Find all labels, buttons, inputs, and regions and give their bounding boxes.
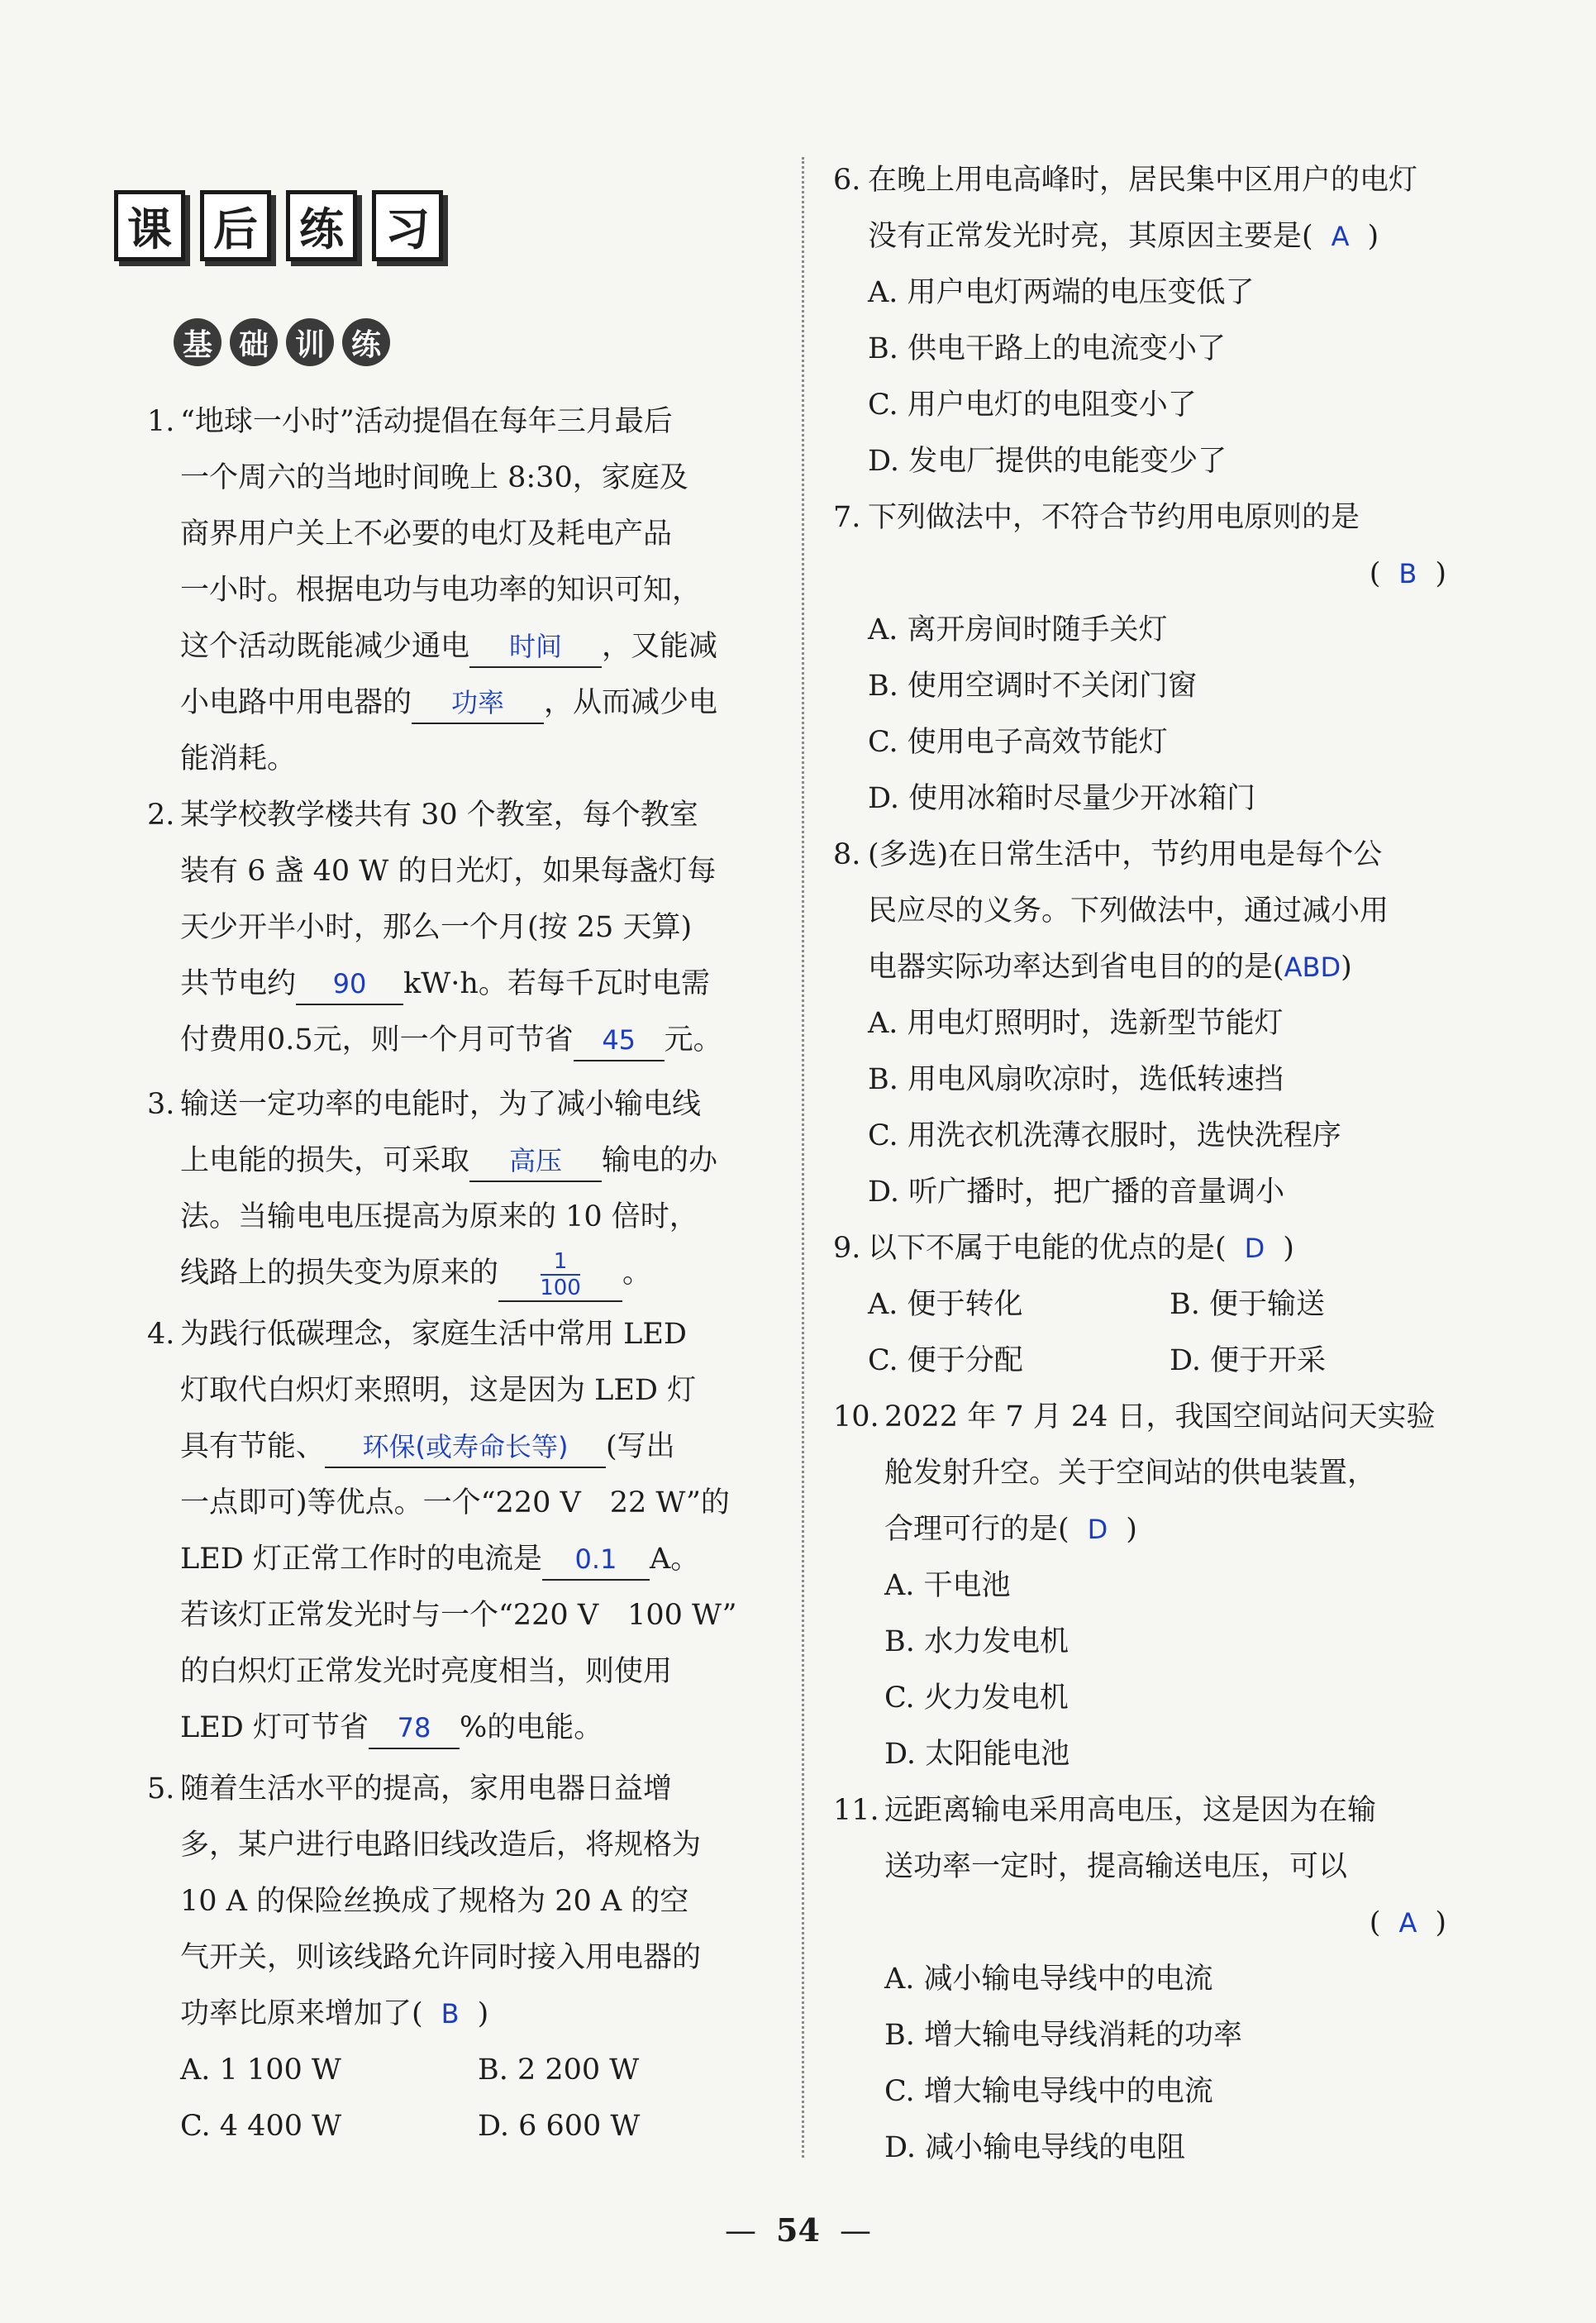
question-10 — [833, 1389, 1471, 1782]
answer-blank: 功率 — [412, 683, 544, 724]
question-line: 气开关，则该线路允许同时接入用电器的 — [180, 1941, 702, 1974]
choice-answer: ABD — [1284, 952, 1341, 983]
question-1 — [147, 394, 775, 787]
question-line: 10 A 的保险丝换成了规格为 20 A 的空 — [180, 1885, 689, 1918]
choice-answer: D — [1244, 1233, 1265, 1264]
options-row — [868, 1276, 1471, 1333]
question-line: 一个周六的当地时间晚上 8:30，家庭及 — [180, 461, 688, 494]
option-a: A. 便于转化 — [868, 1288, 1023, 1321]
option-c: C. 火力发电机 — [884, 1681, 1069, 1715]
option-c: C. 用户电灯的电阻变小了 — [868, 389, 1197, 422]
question-line — [180, 1419, 775, 1475]
answer-line — [868, 546, 1446, 602]
title-char: 练 — [286, 190, 357, 261]
answer-line — [884, 1895, 1446, 1951]
question-line — [180, 675, 775, 731]
answer-blank: 90 — [296, 964, 403, 1005]
question-line: 的白炽灯正常发光时亮度相当，则使用 — [180, 1655, 673, 1688]
option-a: A. 用户电灯两端的电压变低了 — [868, 276, 1255, 309]
page-number-value: 54 — [776, 2211, 820, 2249]
section-char: 基 — [174, 318, 222, 366]
text-segment: LED 灯正常工作时的电流是 — [180, 1543, 542, 1576]
question-line: 灯取代白炽灯来照明，这是因为 LED 灯 — [180, 1374, 697, 1407]
option-c: C. 用洗衣机洗薄衣服时，选快洗程序 — [868, 1119, 1341, 1152]
text-segment: 上电能的损失，可采取 — [180, 1144, 470, 1177]
question-line — [180, 618, 775, 675]
option-b: B. 2 200 W — [478, 2053, 640, 2087]
question-line: 法。当输电电压提高为原来的 10 倍时， — [180, 1200, 698, 1233]
question-number: 1. — [147, 405, 175, 438]
question-line — [868, 939, 1471, 995]
question-number: 7. — [833, 501, 861, 534]
text-segment: 这个活动既能减少通电 — [180, 630, 470, 663]
question-line: 下列做法中，不符合节约用电原则的是 — [868, 501, 1360, 534]
question-line: 若该灯正常发光时与一个“220 V 100 W” — [180, 1599, 737, 1632]
question-line — [180, 1986, 775, 2042]
option-d: D. 6 600 W — [478, 2110, 641, 2143]
question-7 — [833, 489, 1446, 827]
question-number: 8. — [833, 838, 861, 871]
question-line — [180, 1531, 775, 1587]
question-number: 11. — [833, 1794, 879, 1827]
option-d: D. 使用冰箱时尽量少开冰箱门 — [868, 782, 1256, 815]
text-segment: ，又能减 — [602, 630, 718, 663]
text-segment: ) — [1435, 1906, 1446, 1939]
question-11 — [833, 1782, 1446, 2176]
choice-answer: A — [1331, 221, 1350, 252]
question-line — [868, 1220, 1471, 1276]
options-row — [180, 2042, 775, 2098]
question-number: 9. — [833, 1232, 861, 1265]
text-segment: 功率比原来增加了( — [180, 1997, 423, 2030]
question-line — [180, 1700, 775, 1756]
text-segment: 输电的办 — [602, 1144, 718, 1177]
text-segment: A。 — [649, 1543, 700, 1576]
question-5 — [147, 1761, 775, 2154]
option-b: B. 增大输电导线消耗的功率 — [884, 2019, 1242, 2052]
question-line — [868, 208, 1471, 265]
text-segment: (写出 — [606, 1430, 675, 1463]
question-line — [180, 1012, 775, 1068]
question-line: “地球一小时”活动提倡在每年三月最后 — [180, 405, 673, 438]
question-number: 3. — [147, 1088, 175, 1121]
text-segment: ) — [477, 1997, 489, 2030]
text-segment: 没有正常发光时亮，其原因主要是( — [868, 220, 1313, 253]
fraction — [540, 1249, 581, 1300]
choice-answer: B — [1398, 558, 1417, 589]
text-segment: ) — [1367, 220, 1379, 253]
dash-right: — — [839, 2212, 871, 2249]
text-segment: 小电路中用电器的 — [180, 686, 412, 719]
column-divider — [802, 157, 804, 2158]
option-c: C. 增大输电导线中的电流 — [884, 2075, 1213, 2108]
question-2 — [147, 787, 775, 1068]
question-line: 一小时。根据电功与电功率的知识可知， — [180, 574, 702, 607]
answer-blank: 78 — [369, 1708, 460, 1749]
question-line: 天少开半小时，那么一个月(按 25 天算) — [180, 911, 693, 944]
option-d: D. 太阳能电池 — [884, 1738, 1070, 1771]
text-segment: ( — [1369, 1906, 1381, 1939]
text-segment: 共节电约 — [180, 967, 297, 1000]
question-number: 4. — [147, 1318, 175, 1351]
question-line: 某学校教学楼共有 30 个教室，每个教室 — [180, 799, 698, 832]
question-8 — [833, 827, 1471, 1220]
text-segment: ) — [1126, 1513, 1137, 1546]
text-segment: 。 — [622, 1257, 652, 1290]
text-segment: ( — [1369, 557, 1381, 590]
question-line: 2022 年 7 月 24 日，我国空间站问天实验 — [884, 1400, 1436, 1433]
question-line: 舱发射升空。关于空间站的供电装置， — [884, 1457, 1377, 1490]
option-b: B. 便于输送 — [1170, 1288, 1325, 1321]
option-a: A. 用电灯照明时，选新型节能灯 — [868, 1007, 1284, 1040]
choice-answer: D — [1087, 1514, 1108, 1545]
answer-blank: 环保(或寿命长等) — [325, 1427, 606, 1468]
option-d: D. 减小输电导线的电阻 — [884, 2131, 1186, 2164]
answer-blank: 45 — [574, 1020, 665, 1061]
text-segment: 合理可行的是( — [884, 1513, 1070, 1546]
answer-blank: 高压 — [469, 1141, 602, 1182]
text-segment: 具有节能、 — [180, 1430, 326, 1463]
question-line: 多，某户进行电路旧线改造后，将规格为 — [180, 1829, 702, 1862]
section-char: 础 — [230, 318, 278, 366]
options-row — [868, 1333, 1471, 1389]
answer-blank: 时间 — [469, 627, 602, 668]
text-segment: ) — [1341, 951, 1352, 984]
question-line — [180, 956, 775, 1012]
question-number: 6. — [833, 164, 861, 197]
option-b: B. 供电干路上的电流变小了 — [868, 332, 1226, 365]
answer-blank — [498, 1249, 622, 1302]
question-3 — [147, 1076, 775, 1302]
text-segment: kW·h。若每千瓦时电需 — [403, 967, 710, 1000]
title-char: 后 — [200, 190, 271, 261]
section-banner — [174, 318, 390, 366]
option-c: C. 4 400 W — [180, 2110, 342, 2143]
choice-answer: B — [441, 1998, 460, 2030]
question-line — [180, 1245, 775, 1302]
title-char: 习 — [372, 190, 443, 261]
question-number: 2. — [147, 799, 175, 832]
question-number: 10. — [833, 1400, 879, 1433]
fraction-denominator: 100 — [540, 1276, 581, 1300]
text-segment: 元。 — [664, 1023, 722, 1057]
option-d: D. 听广播时，把广播的音量调小 — [868, 1176, 1285, 1209]
question-line: 随着生活水平的提高，家用电器日益增 — [180, 1772, 673, 1805]
question-line: 为践行低碳理念，家庭生活中常用 LED — [180, 1318, 687, 1351]
option-b: B. 用电风扇吹凉时，选低转速挡 — [868, 1063, 1284, 1096]
question-line: (多选)在日常生活中，节约用电是每个公 — [868, 838, 1383, 871]
title-char: 课 — [114, 190, 185, 261]
question-6 — [833, 152, 1471, 489]
text-segment: ，从而减少电 — [544, 686, 718, 719]
question-line: 装有 6 盏 40 W 的日光灯，如果每盏灯每 — [180, 855, 717, 888]
text-segment: LED 灯可节省 — [180, 1711, 369, 1744]
options-row — [180, 2098, 775, 2154]
option-d: D. 便于开采 — [1170, 1344, 1327, 1377]
dash-left: — — [725, 2212, 757, 2249]
question-line — [884, 1501, 1471, 1557]
question-line: 能消耗。 — [180, 742, 297, 775]
question-4 — [147, 1306, 775, 1756]
option-a: A. 离开房间时随手关灯 — [868, 613, 1168, 646]
option-c: C. 便于分配 — [868, 1344, 1023, 1377]
option-a: A. 减小输电导线中的电流 — [884, 1963, 1213, 1996]
text-segment: ) — [1435, 557, 1446, 590]
choice-answer: A — [1398, 1907, 1417, 1939]
fraction-numerator: 1 — [553, 1249, 568, 1274]
text-segment: %的电能。 — [459, 1711, 603, 1744]
section-char: 训 — [286, 318, 334, 366]
question-line: 远距离输电采用高电压，这是因为在输 — [884, 1794, 1377, 1827]
text-segment: 线路上的损失变为原来的 — [180, 1257, 499, 1290]
text-segment: 付费用0.5元，则一个月可节省 — [180, 1023, 574, 1057]
option-a: A. 1 100 W — [180, 2053, 341, 2087]
option-a: A. 干电池 — [884, 1569, 1011, 1602]
question-number: 5. — [147, 1772, 175, 1805]
question-line: 一点即可)等优点。一个“220 V 22 W”的 — [180, 1486, 730, 1519]
page-number — [0, 2211, 1596, 2249]
option-b: B. 水力发电机 — [884, 1625, 1069, 1658]
question-line: 在晚上用电高峰时，居民集中区用户的电灯 — [868, 164, 1418, 197]
question-line: 送功率一定时，提高输送电压，可以 — [884, 1850, 1348, 1883]
answer-blank: 0.1 — [542, 1539, 650, 1581]
option-d: D. 发电厂提供的电能变少了 — [868, 445, 1227, 478]
text-segment: ) — [1283, 1232, 1294, 1265]
question-line — [180, 1133, 775, 1189]
text-segment: 以下不属于电能的优点的是( — [868, 1232, 1227, 1265]
question-line: 商界用户关上不必要的电灯及耗电产品 — [180, 518, 673, 551]
question-line: 民应尽的义务。下列做法中，通过减小用 — [868, 894, 1389, 928]
text-segment: 电器实际功率达到省电目的的是( — [868, 951, 1284, 984]
title-banner — [114, 190, 443, 261]
question-9 — [833, 1220, 1471, 1389]
option-c: C. 使用电子高效节能灯 — [868, 726, 1168, 759]
option-b: B. 使用空调时不关闭门窗 — [868, 670, 1197, 703]
section-char: 练 — [342, 318, 390, 366]
question-line: 输送一定功率的电能时，为了减小输电线 — [180, 1088, 702, 1121]
